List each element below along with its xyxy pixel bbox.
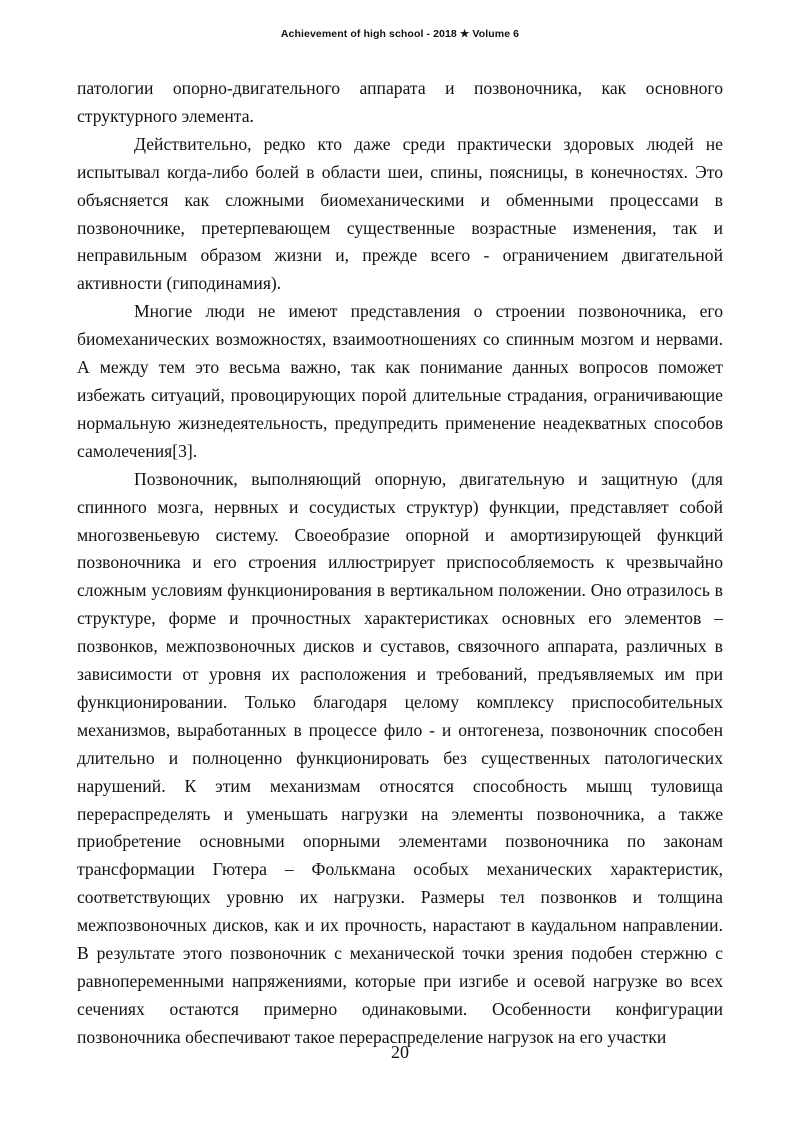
page-number: 20	[391, 1042, 409, 1062]
running-header: Achievement of high school - 2018 ★ Volume 6	[280, 28, 520, 40]
body-text	[77, 75, 723, 1052]
paragraph-back-pain: Действительно, редко кто даже среди практически здоровых людей не испытывал когда-либо болей в области шеи, спины, поясницы, в конечностях. Это объясняется как сложными биомеханическими и обменными процессами в позвоночнике, претерпевающем существенные возрастные изменения, так и неправильным образом жизни и, прежде всего - ограничением двигательной активности (гиподинамия).	[77, 133, 723, 294]
paragraph-spine-knowledge: Многие люди не имеют представления о строении позвоночника, его биомеханических возможностях, взаимоотношениях со спинным мозгом и нервами. А между тем это весьма важно, так как понимание данных вопросов поможет избежать ситуаций, провоцирующих порой длительные страдания, ограничивающие нормальную жизнедеятельность, предупредить применение неадекватных способов самолечения[3].	[77, 301, 723, 461]
paragraph-continuation: патологии опорно-двигательного аппарата и позвоночника, как основного структурного элемента.	[77, 78, 723, 126]
paragraph-spine-function: Позвоночник, выполняющий опорную, двигательную и защитную (для спинного мозга, нервных и сосудистых структур) функции, представляет собой многозвеньевую систему. Своеобразие опорной и амортизирующей функций позвоночника и его строения иллюстрирует приспособляемость к чрезвычайно сложным условиям функционирования в вертикальном положении. Оно отразилось в структуре, форме и прочностных характеристиках основных его элементов – позвонков, межпозвоночных дисков и суставов, связочного аппарата, различных в зависимости от уровня их расположения и требований, предъявляемых им при функционировании. Только благодаря целому комплексу приспособительных механизмов, выработанных в процессе фило - и онтогенеза, позвоночник способен длительно и полноценно функционировать без существенных патологических нарушений. К этим механизмам относятся способность мышц туловища перераспределять и уменьшать нагрузки на элементы позвоночника, а также приобретение основными опорными элементами позвоночника по законам трансформации Гютера – Фолькмана особых механических характеристик, соответствующих уровню их нагрузки. Размеры тел позвонков и толщина межпозвоночных дисков, как и их прочность, нарастают в каудальном направлении. В результате этого позвоночник с механической точки зрения подобен стержню с равнопеременными напряжениями, которые при изгибе и осевой нагрузке во всех сечениях остаются примерно одинаковыми. Особенности конфигурации позвоночника обеспечивают такое перераспределение нагрузок на его участки	[77, 468, 723, 1047]
